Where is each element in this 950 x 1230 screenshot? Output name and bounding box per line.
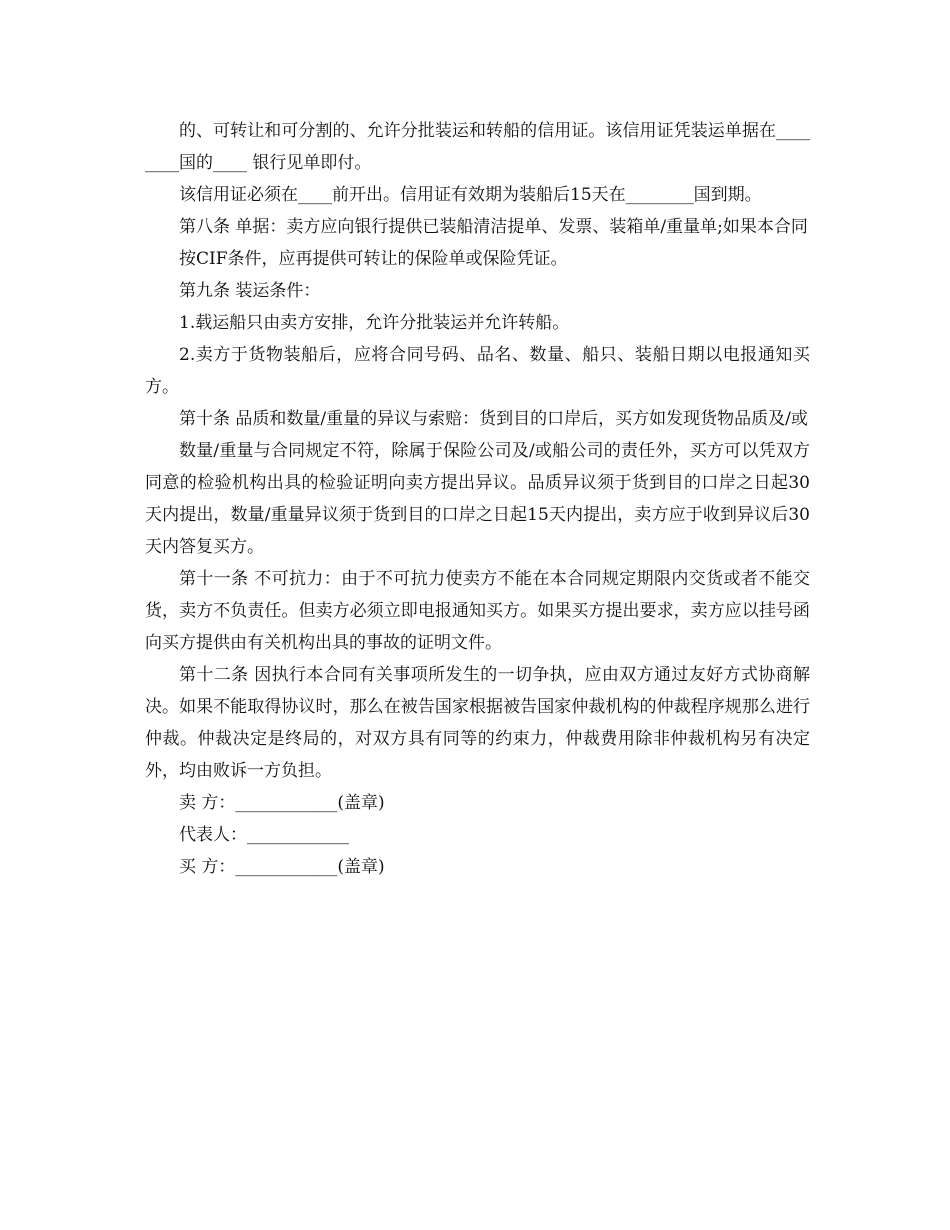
- paragraph-article-12-arbitration: 第十二条 因执行本合同有关事项所发生的一切争执，应由双方通过友好方式协商解决。如果不能取得协议时，那么在被告国家根据被告国家仲裁机构的仲裁程序规那么进行仲裁。仲裁决定是终局的，对双方具有同等的约束力，仲裁费用除非仲裁机构另有决定外，均由败诉一方负担。: [145, 665, 810, 781]
- paragraph-article-11-force-majeure: 第十一条 不可抗力：由于不可抗力使卖方不能在本合同规定期限内交货或者不能交货，卖方不负责任。但卖方必须立即电报通知买方。如果买方提出要求，卖方应以挂号函向买方提供由有关机构出具的事故的证明文件。: [145, 569, 810, 653]
- paragraph-article-8-documents: 第八条 单据：卖方应向银行提供已装船清洁提单、发票、装箱单/重量单;如果本合同: [179, 217, 808, 237]
- paragraph-lc-continuation: 的、可转让和可分割的、允许分批装运和转船的信用证。该信用证凭装运单据在________国的____ 银行见单即付。: [145, 121, 810, 173]
- paragraph-shipping-item-2: 2.卖方于货物装船后，应将合同号码、品名、数量、船只、装船日期以电报通知买方。: [145, 345, 810, 397]
- document-page: [145, 115, 810, 883]
- paragraph-article-9-heading: 第九条 装运条件：: [179, 281, 321, 301]
- signature-representative: 代表人：____________: [179, 825, 349, 845]
- signature-buyer: 买 方：____________(盖章): [179, 857, 385, 877]
- paragraph-article-10-details: 数量/重量与合同规定不符，除属于保险公司及/或船公司的责任外，买方可以凭双方同意的检验机构出具的检验证明向卖方提出异议。品质异议须于货到目的口岸之日起30天内提出，数量/重量异议须于货到目的口岸之日起15天内提出，卖方应于收到异议后30天内答复买方。: [145, 441, 810, 557]
- paragraph-lc-issue-expiry: 该信用证必须在____前开出。信用证有效期为装船后15天在________国到期。: [179, 185, 762, 205]
- paragraph-cif-insurance: 按CIF条件，应再提供可转让的保险单或保险凭证。: [179, 249, 568, 269]
- signature-seller: 卖 方：____________(盖章): [179, 793, 385, 813]
- paragraph-shipping-item-1: 1.载运船只由卖方安排，允许分批装运并允许转船。: [179, 313, 570, 333]
- paragraph-article-10-claims: 第十条 品质和数量/重量的异议与索赔：货到目的口岸后，买方如发现货物品质及/或: [179, 409, 808, 429]
